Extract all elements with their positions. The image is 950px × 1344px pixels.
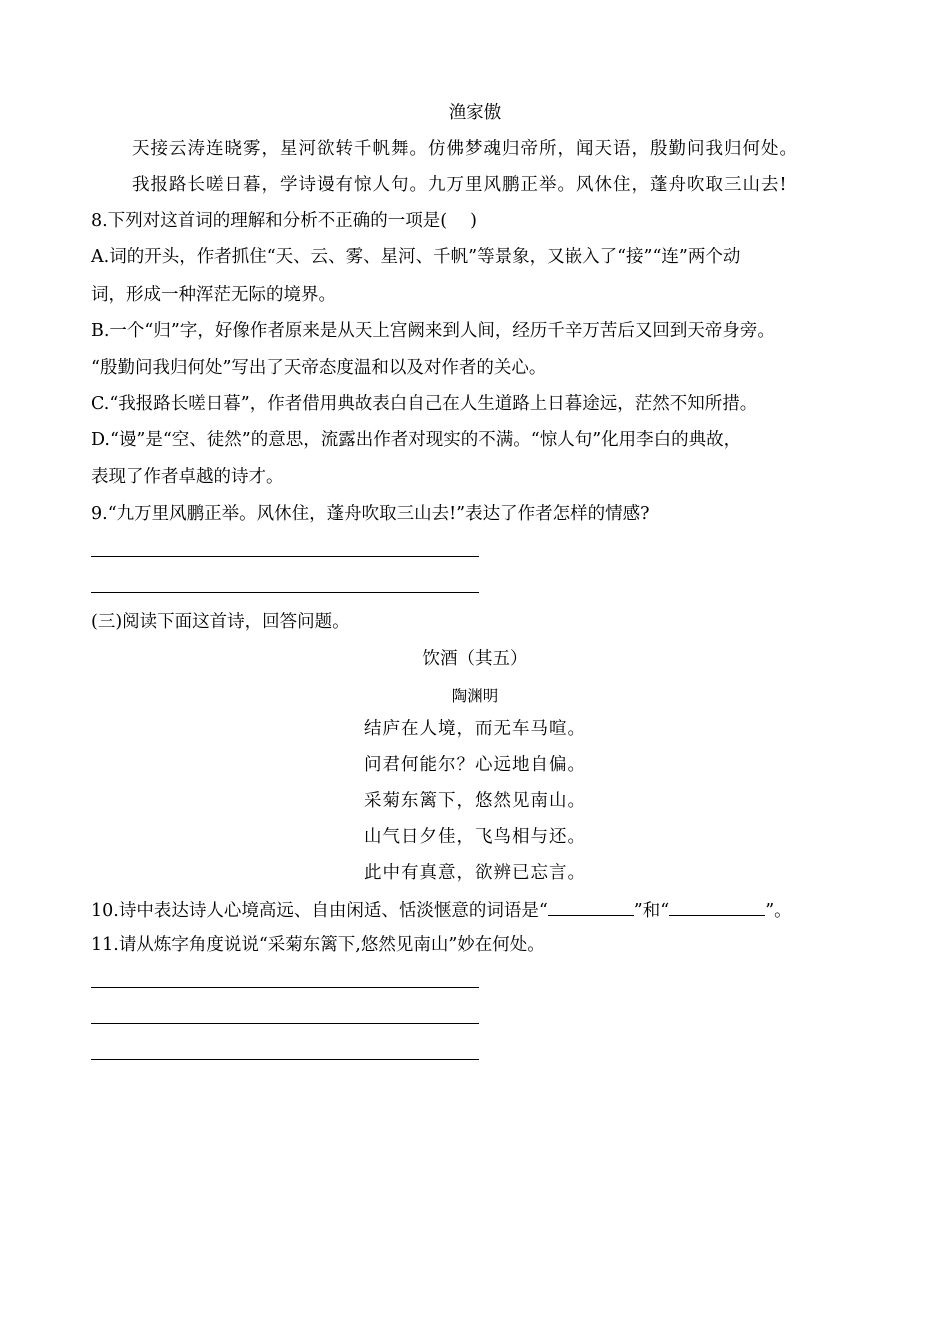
poem-author: 陶渊明	[451, 687, 499, 705]
poem-line: 山气日夕佳，飞鸟相与还。	[364, 827, 586, 847]
answer-line[interactable]	[91, 987, 479, 988]
question-10-middle: ”和“	[633, 901, 670, 921]
answer-line[interactable]	[91, 592, 479, 593]
section-3-intro: (三)阅读下面这首诗，回答问题。	[91, 612, 350, 632]
question-8-option-d-cont: 表现了作者卓越的诗才。	[91, 467, 284, 487]
question-10	[91, 897, 792, 923]
answer-line[interactable]	[91, 1023, 479, 1024]
fill-blank-2[interactable]	[669, 897, 765, 916]
poem-line: 天接云涛连晓雾，星河欲转千帆舞。仿佛梦魂归帝所，闻天语，殷勤问我归何处。	[132, 139, 798, 159]
answer-line[interactable]	[91, 1059, 479, 1060]
question-9-stem: 9.“九万里风鹏正举。风休住，蓬舟吹取三山去!”表达了作者怎样的情感?	[91, 504, 650, 524]
fill-blank-1[interactable]	[548, 897, 634, 916]
question-8-option-c: C.“我报路长嗟日暮”，作者借用典故表白自己在人生道路上日暮途远，茫然不知所措。	[91, 394, 758, 414]
poem-title-yujiaao: 渔家傲	[448, 103, 502, 123]
question-8-option-b-cont: “殷勤问我归何处”写出了天帝态度温和以及对作者的关心。	[91, 358, 547, 378]
question-10-suffix: ”。	[765, 901, 792, 921]
question-10-prefix: 10.诗中表达诗人心境高远、自由闲适、恬淡惬意的词语是“	[91, 901, 548, 921]
question-8-option-a-cont: 词，形成一种浑茫无际的境界。	[91, 285, 336, 305]
question-11-stem: 11.请从炼字角度说说“采菊东篱下,悠然见南山”妙在何处。	[91, 935, 545, 955]
poem-line: 采菊东篱下，悠然见南山。	[364, 791, 586, 811]
question-8-stem: 8.下列对这首词的理解和分析不正确的一项是( )	[91, 211, 477, 231]
question-8-option-d: D.“谩”是“空、徒然”的意思，流露出作者对现实的不满。“惊人句”化用李白的典故，	[91, 430, 742, 450]
poem-line: 我报路长嗟日暮，学诗谩有惊人句。九万里风鹏正举。风休住，蓬舟吹取三山去!	[132, 175, 788, 195]
poem-line: 结庐在人境，而无车马喧。	[364, 719, 586, 739]
question-8-option-a: A.词的开头，作者抓住“天、云、雾、星河、千帆”等景象，又嵌入了“接”“连”两个动	[91, 247, 741, 267]
question-8-option-b: B.一个“归”字，好像作者原来是从天上宫阙来到人间，经历千辛万苦后又回到天帝身旁。	[91, 321, 775, 341]
poem-line: 问君何能尔？心远地自偏。	[364, 755, 586, 775]
answer-line[interactable]	[91, 556, 479, 557]
poem-title-yinjiu: 饮酒（其五）	[422, 649, 528, 669]
poem-line: 此中有真意，欲辨已忘言。	[364, 863, 586, 883]
